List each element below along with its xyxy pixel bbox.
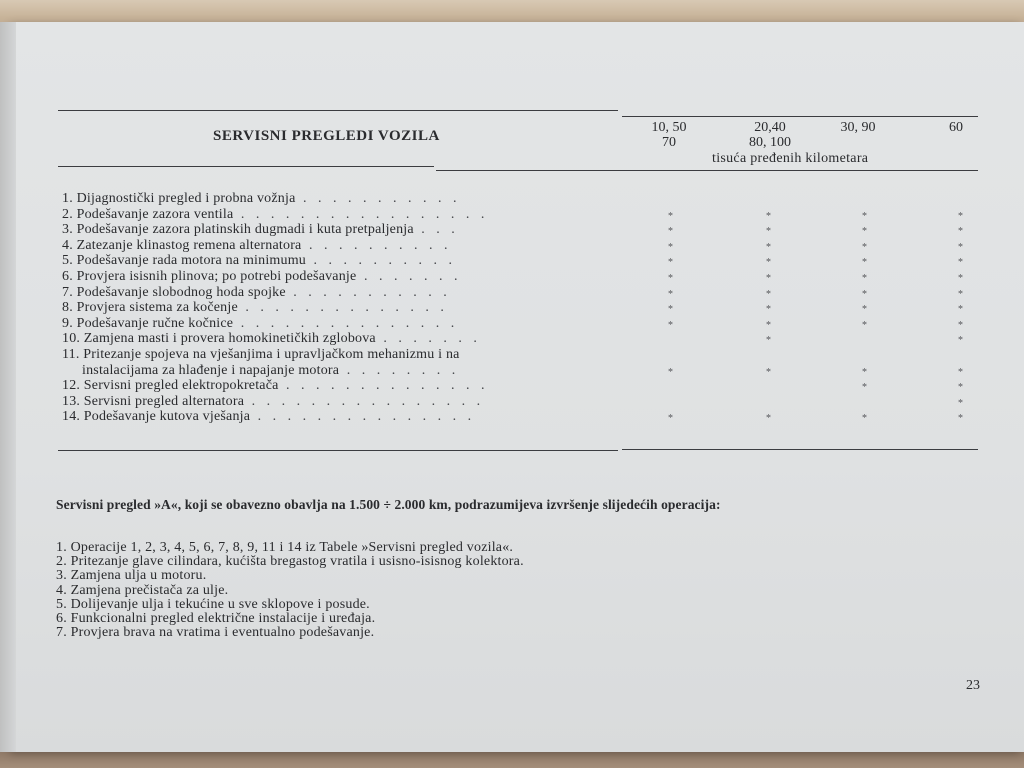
table-row	[62, 316, 632, 332]
row-label: 12. Servisni pregled elektropokretača	[62, 378, 279, 394]
service-mark-asterisk: *	[958, 397, 963, 409]
row-label: 1. Dijagnostički pregled i probna vožnja	[62, 191, 296, 206]
service-mark-asterisk: *	[766, 226, 771, 238]
list-item: 1. Operacije 1, 2, 3, 4, 5, 6, 7, 8, 9, 11 i 14 iz Tabele »Servisni pregled vozila«.	[56, 540, 514, 555]
service-mark-asterisk: *	[958, 382, 963, 394]
service-mark-asterisk: *	[766, 413, 771, 425]
list-item: 2. Pritezanje glave cilindara, kućišta bregastog vratila i usisno-isisnog kolektora.	[56, 554, 524, 570]
service-mark-asterisk: *	[668, 241, 673, 253]
table-row	[62, 347, 632, 363]
service-mark-asterisk: *	[766, 366, 771, 378]
table-top-rule-right	[622, 116, 978, 117]
service-mark-asterisk: *	[958, 319, 963, 331]
column-header-1	[641, 120, 697, 150]
service-mark-asterisk: *	[668, 366, 673, 378]
book-spine	[0, 22, 16, 752]
service-mark-asterisk: *	[958, 210, 963, 222]
table-title: SERVISNI PREGLEDI VOZILA	[213, 128, 440, 144]
column-header-2	[740, 120, 800, 150]
table-row	[62, 378, 632, 394]
row-leader-dots: . . . . . . . . . . . . . . .	[250, 409, 476, 425]
table-row	[62, 363, 632, 379]
service-mark-asterisk: *	[958, 226, 963, 238]
unit-label: tisuća pređenih kilometara	[712, 151, 869, 166]
service-mark-asterisk: *	[862, 304, 867, 316]
service-mark-asterisk: *	[958, 257, 963, 269]
row-leader-dots: . . . . . . . .	[339, 362, 460, 378]
service-mark-asterisk: *	[862, 241, 867, 253]
row-leader-dots: . . . . . . . . . . . . . .	[278, 378, 489, 394]
column-header-line1: 20,40	[754, 120, 786, 135]
service-a-heading: Servisni pregled »A«, koji se obavezno obavlja na 1.500 ÷ 2.000 km, podrazumijeva izvršenje slijedećih operacija:	[56, 497, 721, 512]
table-row	[62, 331, 632, 347]
service-mark-asterisk: *	[862, 413, 867, 425]
service-mark-asterisk: *	[862, 366, 867, 378]
table-row	[62, 285, 632, 301]
service-mark-asterisk: *	[958, 366, 963, 378]
table-top-rule	[58, 110, 618, 111]
column-header-line1: 60	[949, 120, 963, 135]
table-row	[62, 253, 632, 269]
list-item: 6. Funkcionalni pregled električne instalacije i uređaja.	[56, 611, 376, 627]
row-label: 14. Podešavanje kutova vješanja	[62, 409, 251, 425]
service-mark-asterisk: *	[766, 335, 771, 347]
service-mark-asterisk: *	[766, 319, 771, 331]
service-table-rows	[62, 191, 632, 425]
service-mark-asterisk: *	[958, 304, 963, 316]
service-mark-asterisk: *	[958, 413, 963, 425]
service-mark-asterisk: *	[862, 288, 867, 300]
table-row	[62, 394, 632, 410]
row-leader-dots: . . . . . . . . . . . . . . . . .	[233, 206, 489, 222]
service-mark-asterisk: *	[958, 335, 963, 347]
service-mark-asterisk: *	[668, 413, 673, 425]
row-label: 5. Podešavanje rada motora na minimumu	[62, 253, 306, 269]
table-row	[62, 238, 632, 254]
row-leader-dots: . . . . . . .	[375, 331, 481, 347]
row-leader-dots: . . . . . . . . . . . . . . .	[233, 315, 459, 331]
service-a-list	[56, 541, 524, 640]
table-bottom-rule	[58, 450, 618, 451]
page-number: 23	[966, 678, 980, 693]
service-mark-asterisk: *	[668, 273, 673, 284]
row-leader-dots: . . . . . . . . . . . . . .	[237, 300, 448, 316]
list-item: 3. Zamjena ulja u motoru.	[56, 568, 207, 584]
column-header-line1: 30, 90	[840, 120, 876, 135]
service-mark-asterisk: *	[862, 210, 867, 222]
service-mark-asterisk: *	[862, 382, 867, 394]
row-leader-dots: . . . . . . . . . .	[301, 237, 452, 253]
row-leader-dots: . . .	[413, 222, 459, 238]
row-label: 6. Provjera isisnih plinova; po potrebi podešavanje	[62, 268, 357, 284]
column-header-line2: 70	[662, 135, 676, 150]
service-mark-asterisk: *	[958, 273, 963, 284]
column-header-4	[940, 120, 972, 135]
service-mark-asterisk: *	[958, 288, 963, 300]
table-row	[62, 222, 632, 238]
table-row	[62, 207, 632, 223]
service-mark-asterisk: *	[862, 273, 867, 284]
row-label: 2. Podešavanje zazora ventila	[62, 206, 234, 222]
service-mark-asterisk: *	[862, 226, 867, 238]
table-row	[62, 409, 632, 425]
column-header-line1: 10, 50	[651, 120, 687, 135]
row-leader-dots: . . . . . . . . . . .	[295, 191, 461, 206]
row-leader-dots: . . . . . . . . . . .	[285, 284, 451, 300]
service-mark-asterisk: *	[766, 210, 771, 222]
row-label: 7. Podešavanje slobodnog hoda spojke	[62, 284, 286, 300]
service-mark-asterisk: *	[668, 226, 673, 238]
table-bottom-rule-right	[622, 449, 978, 450]
row-label: 13. Servisni pregled alternatora	[62, 393, 245, 409]
service-mark-asterisk: *	[668, 304, 673, 316]
list-item: 5. Dolijevanje ulja i tekućine u sve sklopove i posude.	[56, 596, 370, 612]
service-mark-asterisk: *	[766, 273, 771, 284]
row-label: 11. Pritezanje spojeva na vješanjima i upravljačkom mehanizmu i na	[62, 346, 460, 362]
service-mark-asterisk: *	[668, 257, 673, 269]
service-mark-asterisk: *	[766, 304, 771, 316]
row-label: 4. Zatezanje klinastog remena alternatora	[62, 237, 302, 253]
column-header-line2: 80, 100	[749, 135, 791, 150]
table-row	[62, 300, 632, 316]
service-mark-asterisk: *	[766, 288, 771, 300]
service-mark-asterisk: *	[668, 319, 673, 331]
service-mark-asterisk: *	[766, 241, 771, 253]
column-header-3	[830, 120, 886, 135]
service-mark-asterisk: *	[862, 319, 867, 331]
table-row	[62, 269, 632, 285]
row-label: 10. Zamjena masti i provera homokinetičkih zglobova	[62, 331, 376, 347]
row-leader-dots: . . . . . . . . . .	[306, 253, 456, 269]
service-mark-asterisk: *	[862, 257, 867, 269]
row-leader-dots: . . . . . . .	[356, 268, 462, 284]
row-label: 3. Podešavanje zazora platinskih dugmadi i kuta pretpaljenja	[62, 222, 414, 238]
service-mark-asterisk: *	[668, 288, 673, 300]
row-label: 8. Provjera sistema za kočenje	[62, 300, 238, 316]
service-mark-asterisk: *	[958, 241, 963, 253]
row-label: instalacijama za hlađenje i napajanje motora	[82, 362, 340, 378]
list-item: 7. Provjera brava na vratima i eventualno podešavanje.	[56, 625, 375, 641]
row-label: 9. Podešavanje ručne kočnice	[62, 315, 234, 331]
service-mark-asterisk: *	[766, 257, 771, 269]
table-row	[62, 191, 632, 207]
table-header-rule-right	[436, 170, 978, 171]
table-header-rule	[58, 166, 434, 167]
row-leader-dots: . . . . . . . . . . . . . . . .	[244, 393, 485, 409]
list-item: 4. Zamjena prečistača za ulje.	[56, 582, 229, 598]
service-mark-asterisk: *	[668, 210, 673, 222]
